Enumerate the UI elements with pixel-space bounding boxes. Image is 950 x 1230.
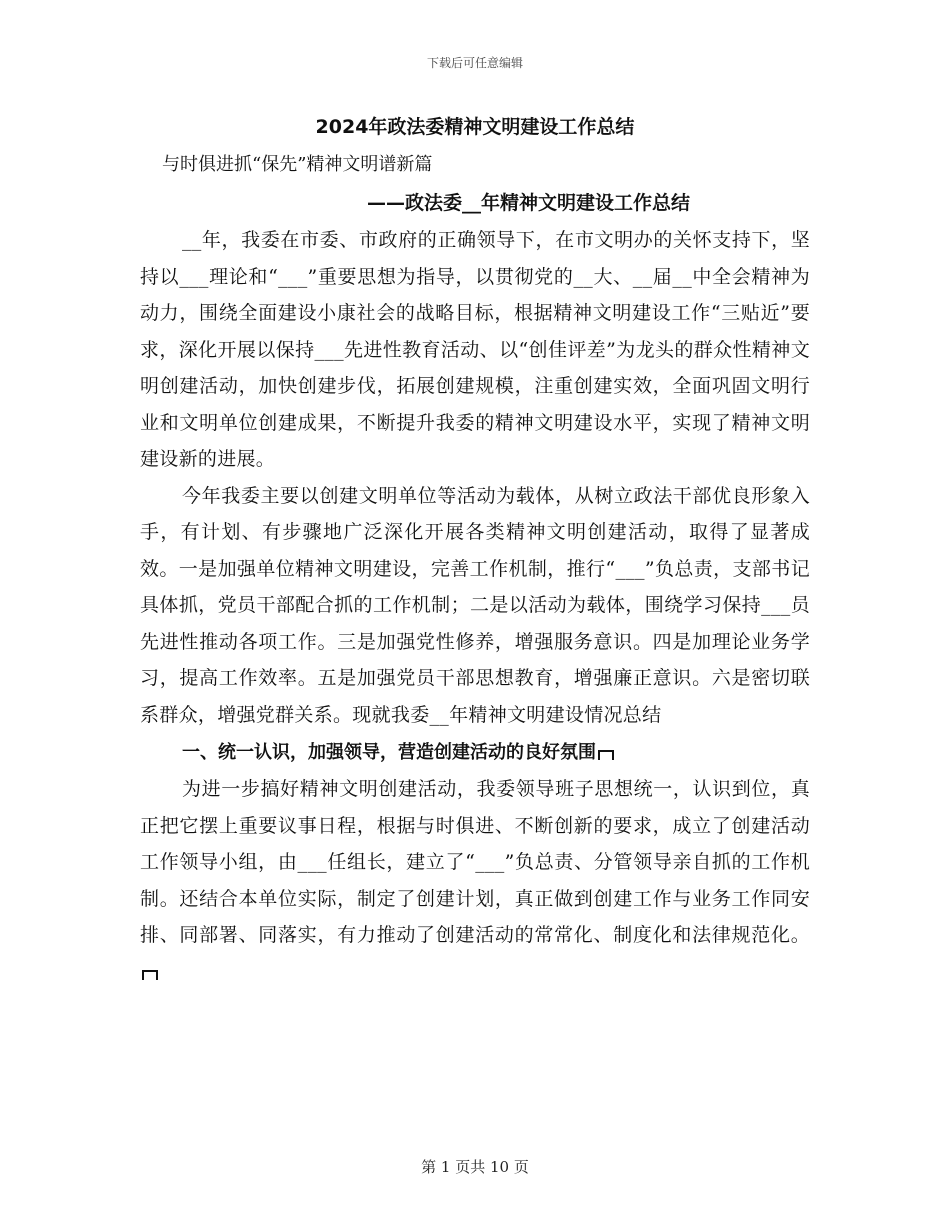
section-heading-1 [182,735,810,771]
document-subtitle: 与时俱进抓“保先”精神文明谱新篇 [162,154,433,175]
header-note: 下载后可任意编辑 [426,56,523,70]
paragraph-mark-icon [598,750,614,760]
section-heading-1-text: 一、统一认识，加强领导，营造创建活动的良好氛围 [182,742,596,763]
document-body [140,112,810,990]
paragraph-section-1-text: 为进一步搞好精神文明创建活动，我委领导班子思想统一，认识到位，真正把它摆上重要议事日程，根据与时俱进、不断创新的要求，成立了创建活动工作领导小组，由___任组长，建立了“___”负总责、分管领导亲自抓的工作机制。还结合本单位实际，制定了创建计划，真正做到创建工作与业务工作同安排、同部署、同落实，有力推动了创建活动的常常化、制度化和法律规范化。 [140,778,810,946]
paragraph-section-1 [140,771,810,990]
paragraph-mark-icon [142,970,158,980]
paragraph-intro: __年，我委在市委、市政府的正确领导下，在市文明办的关怀支持下，坚持以___理论和“___”重要思想为指导，以贯彻党的__大、__届__中全会精神为动力，围绕全面建设小康社会的战略目标，根据精神文明建设工作“三贴近”要求，深化开展以保持___先进性教育活动、以“创佳评差”为龙头的群众性精神文明创建活动，加快创建步伐，拓展创建规模，注重创建实效，全面巩固文明行业和文明单位创建成果，不断提升我委的精神文明建设水平，实现了精神文明建设新的进展。 [140,229,810,470]
page-footer: 第 1 页共 10 页 [421,1158,529,1176]
paragraph-summary: 今年我委主要以创建文明单位等活动为载体，从树立政法干部优良形象入手，有计划、有步骤地广泛深化开展各类精神文明创建活动，取得了显著成效。一是加强单位精神文明建设，完善工作机制，推行“___”负总责，支部书记具体抓，党员干部配合抓的工作机制；二是以活动为载体，围绕学习保持___员先进性推动各项工作。三是加强党性修养，增强服务意识。四是加理论业务学习，提高工作效率。五是加强党员干部思想教育，增强廉正意识。六是密切联系群众，增强党群关系。现就我委__年精神文明建设情况总结 [140,484,810,726]
document-title: 2024年政法委精神文明建设工作总结 [315,116,635,138]
document-subtitle-secondary: ——政法委__年精神文明建设工作总结 [366,192,690,214]
